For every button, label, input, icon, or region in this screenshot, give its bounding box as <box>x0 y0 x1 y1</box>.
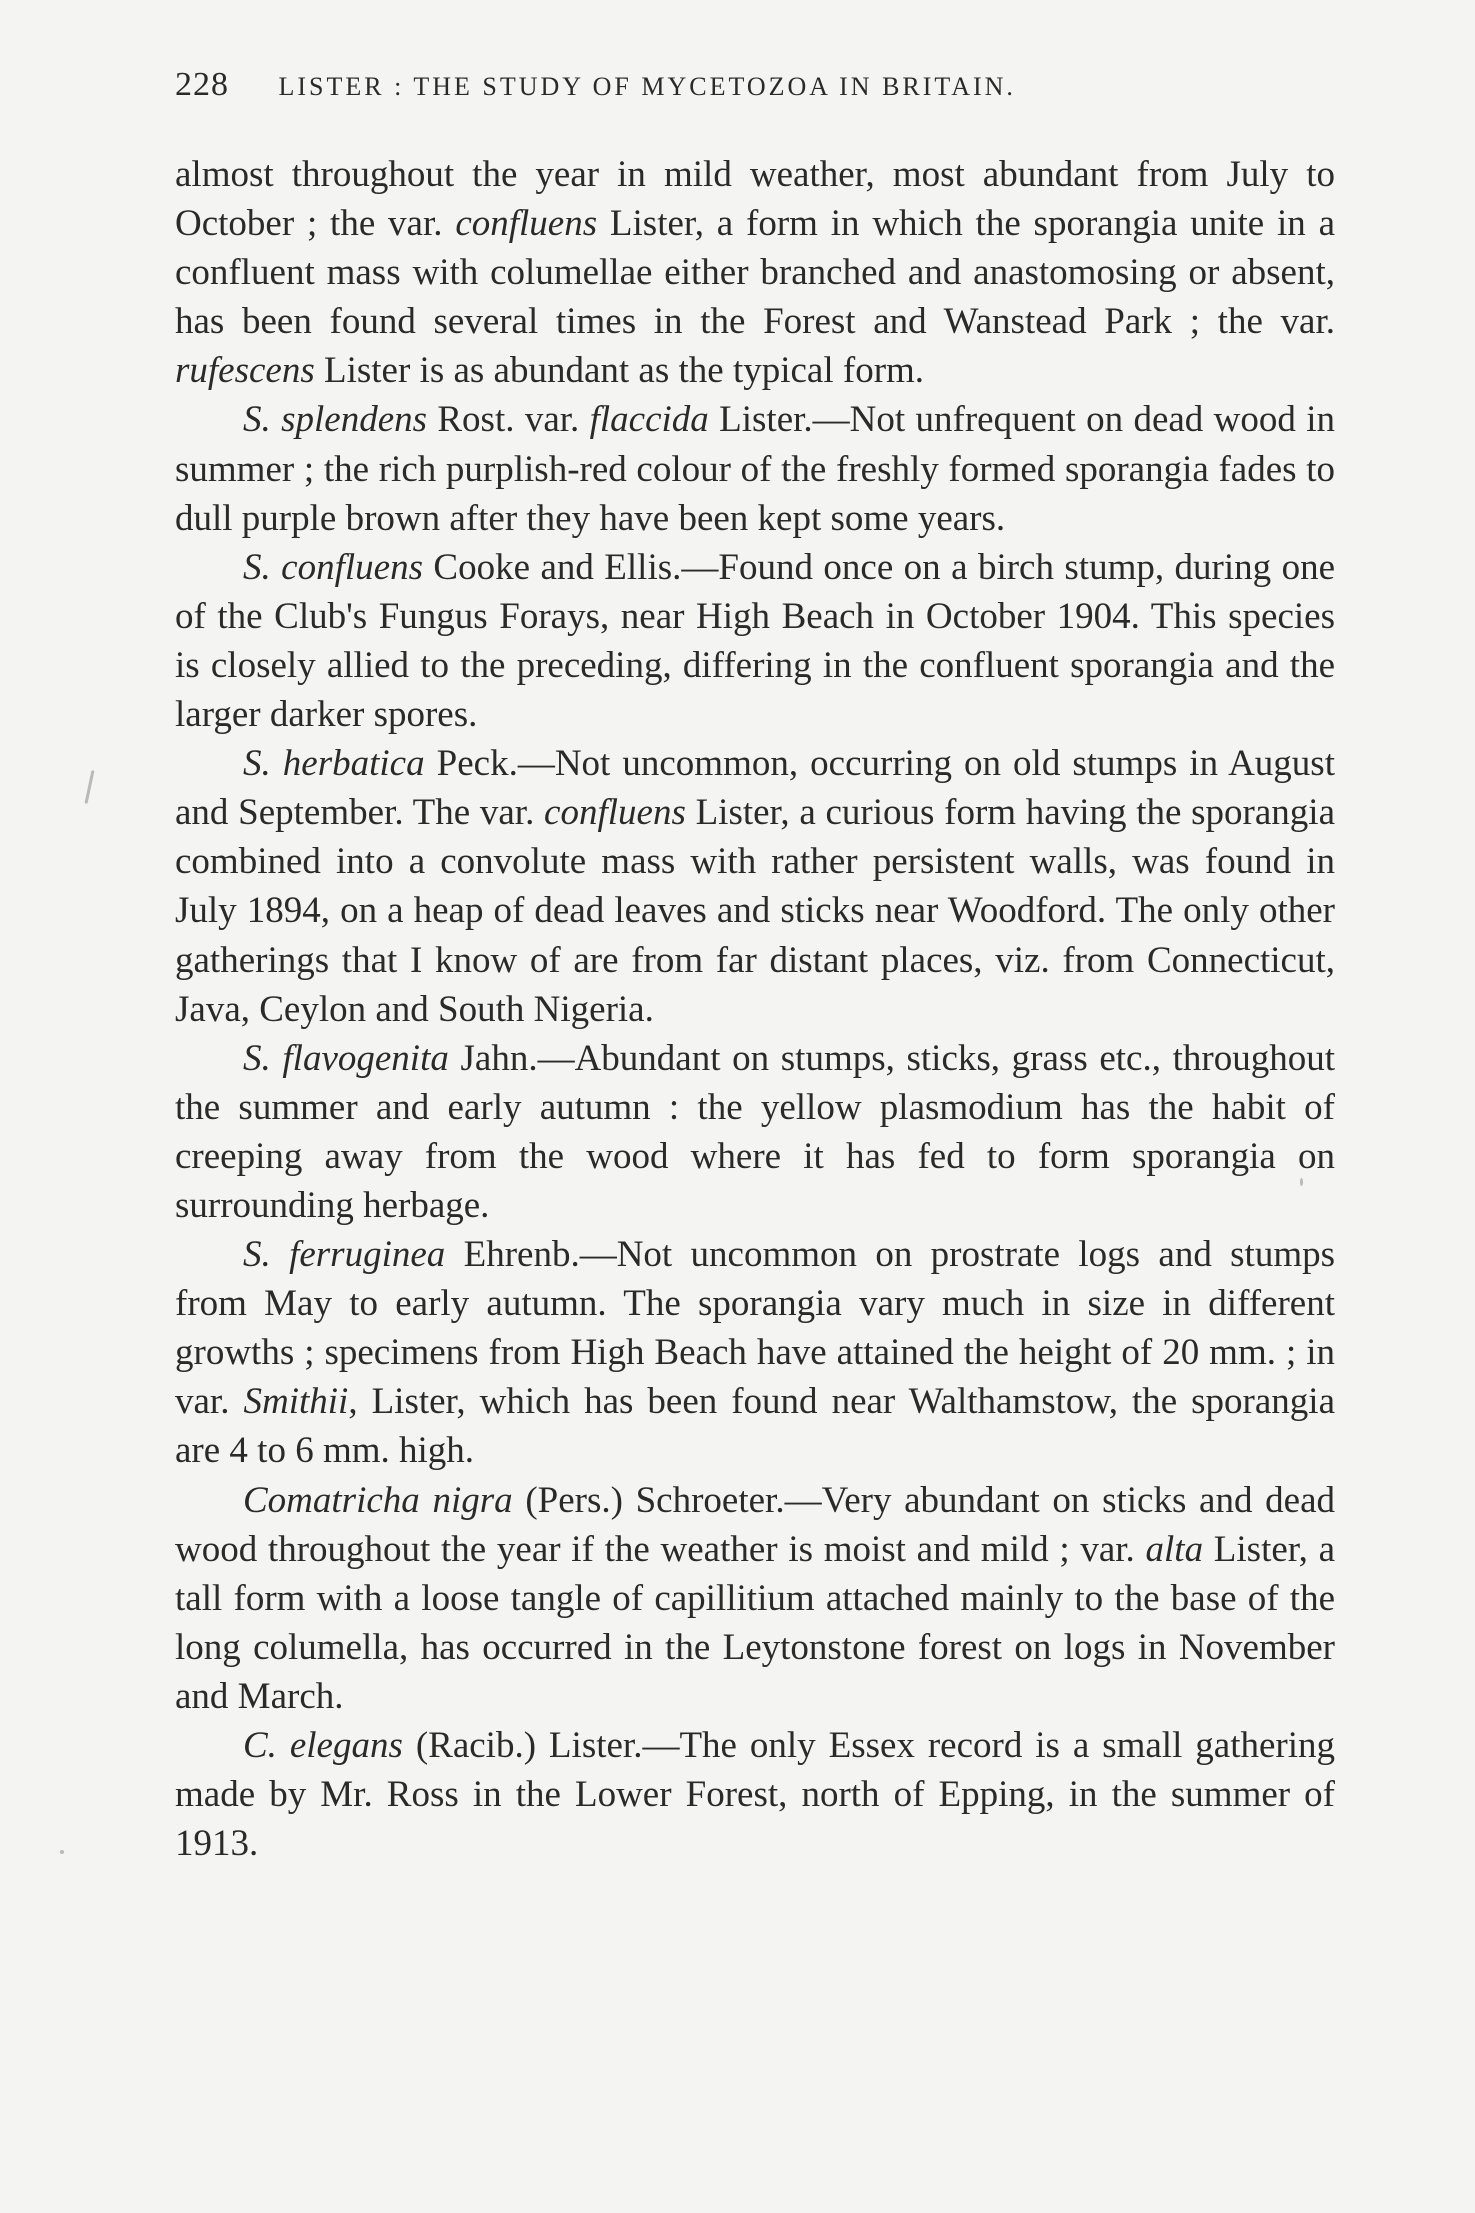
text-run: Ehrenb.—Not uncommon on prostrate logs and stumps from May to early autumn. The sporangia vary much in size in different growths ; specimens from High Beach have attained the height of 20 mm. ; in var. <box>175 1234 1336 1423</box>
page-number: 228 <box>175 66 229 103</box>
species-name: Comatricha nigra <box>243 1479 513 1521</box>
species-name: Smithii <box>243 1381 349 1423</box>
text-run: (Racib.) Lister.—The only Essex record is a small gathering made by Mr. Ross in the Lower Forest, north of Epping, in the summer of 1913. <box>175 1725 1336 1865</box>
species-entry <box>175 395 1335 542</box>
text-run: Lister, a form in which the sporangia unite in a confluent mass with columellae either branched and anastomosing or absent, has been found several times in the Forest and Wanstead Park ; the var. <box>175 203 1335 343</box>
text-run: Jahn.—Abundant on stumps, sticks, grass etc., throughout the summer and early autumn : the yellow plasmodium has the habit of creeping away from the wood where it has fed to form sporangia on surrounding herbage. <box>175 1037 1335 1226</box>
species-name: S. flavogenita <box>243 1037 449 1079</box>
species-entry <box>175 1230 1335 1475</box>
text-run: almost throughout the year in mild weather, most abundant from July to October ; the var. <box>175 154 1335 245</box>
paper-speck <box>60 1850 64 1854</box>
species-name: S. ferruginea <box>243 1234 446 1276</box>
species-name: S. herbatica <box>243 743 425 785</box>
paper-speck <box>1300 1178 1303 1186</box>
text-run: Peck.—Not uncommon, occurring on old stumps in August and September. The var. <box>175 743 1335 834</box>
species-name: S. splendens <box>243 399 428 441</box>
species-name: S. confluens <box>243 546 423 588</box>
text-run: Cooke and Ellis.—Found once on a birch stump, during one of the Club's Fungus Forays, near High Beach in October 1904. This species is closely allied to the preceding, differing in the confluent sporangia and the larger darker spores. <box>175 546 1335 736</box>
body-text <box>175 150 1335 1868</box>
species-entry <box>175 543 1335 739</box>
species-name: confluens <box>544 792 686 834</box>
text-run: (Pers.) Schroeter.—Very abundant on sticks and dead wood throughout the year if the weather is moist and mild ; var. <box>175 1479 1335 1570</box>
species-entry <box>175 739 1335 1034</box>
species-name: confluens <box>455 203 598 245</box>
paper-speck <box>84 770 94 804</box>
text-run: Lister.—Not unfrequent on dead wood in summer ; the rich purplish-red colour of the freshly formed sporangia fades to dull purple brown after they have been kept some years. <box>175 399 1335 539</box>
paragraph-continuation <box>175 150 1335 395</box>
text-run: , Lister, which has been found near Walthamstow, the sporangia are 4 to 6 mm. high. <box>175 1381 1336 1472</box>
species-name: C. elegans <box>243 1725 403 1766</box>
text-run: Lister is as abundant as the typical form. <box>314 350 925 392</box>
running-header <box>175 66 1335 116</box>
species-name: rufescens <box>175 350 315 392</box>
species-name: alta <box>1145 1528 1204 1570</box>
running-title: LISTER : THE STUDY OF MYCETOZOA IN BRITAIN. <box>278 72 1016 101</box>
species-entry <box>175 1721 1335 1868</box>
species-entry <box>175 1034 1335 1230</box>
species-entry <box>175 1476 1335 1721</box>
text-run: Lister, a curious form having the sporangia combined into a convolute mass with rather persistent walls, was found in July 1894, on a heap of dead leaves and sticks near Woodford. The only other gatherings that I know of are from far distant places, viz. from Connecticut, Java, Ceylon and South Nigeria. <box>175 792 1335 1030</box>
text-run: Rost. var. <box>427 399 590 441</box>
species-name: flaccida <box>589 399 709 441</box>
text-run: Lister, a tall form with a loose tangle of capillitium attached mainly to the base of the long columella, has occurred in the Leytonstone forest on logs in November and March. <box>175 1528 1335 1717</box>
